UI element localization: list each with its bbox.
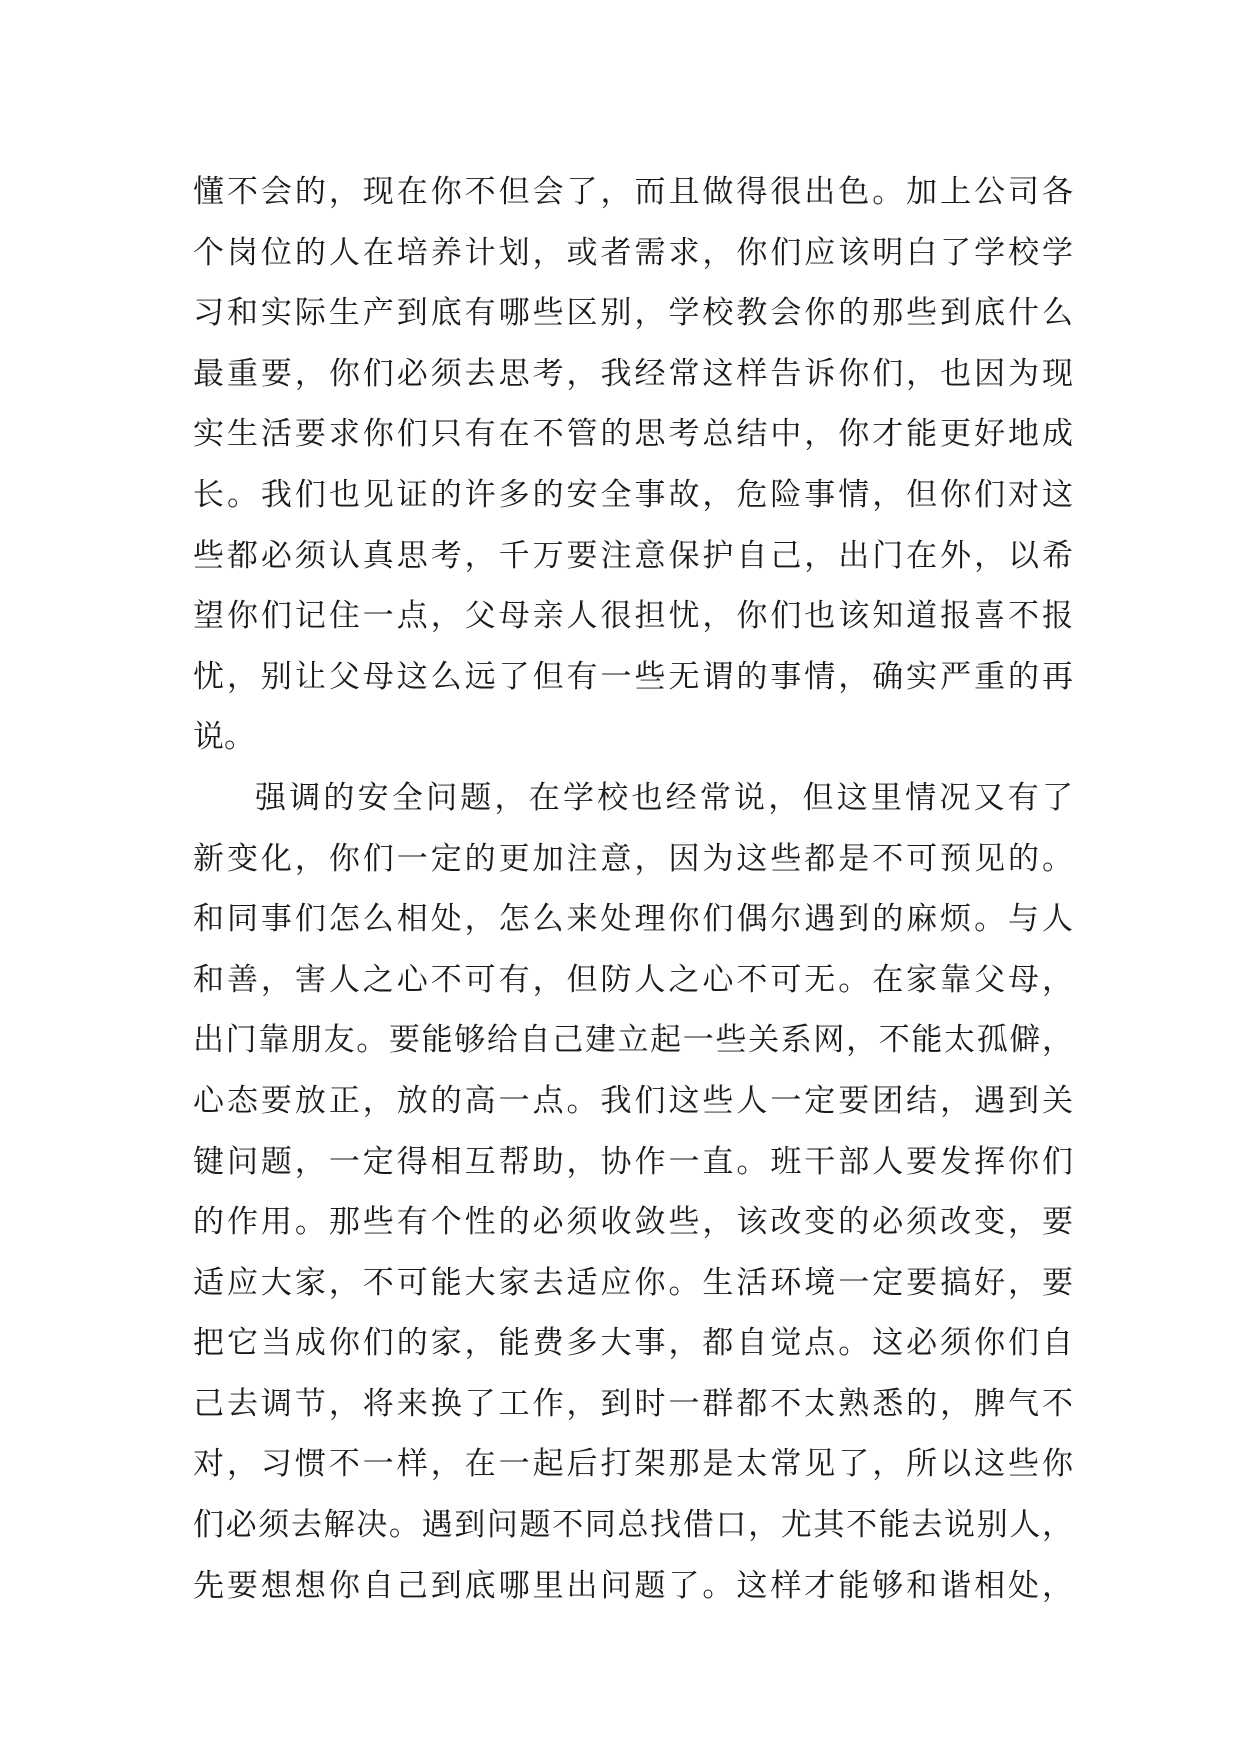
text-line: 习和实际生产到底有哪些区别，学校教会你的那些到底什么 [193,295,1073,332]
text-line: 先要想想你自己到底哪里出问题了。这样才能够和谐相处， [193,1567,1073,1604]
text-line: 忧，别让父母这么远了但有一些无谓的事情，确实严重的再 [193,658,1073,695]
text-line: 和同事们怎么相处，怎么来处理你们偶尔遇到的麻烦。与人 [193,901,1073,938]
text-line: 的作用。那些有个性的必须收敛些，该改变的必须改变，要 [193,1204,1073,1241]
text-line: 对，习惯不一样，在一起后打架那是太常见了，所以这些你 [193,1446,1073,1483]
text-line: 实生活要求你们只有在不管的思考总结中，你才能更好地成 [193,416,1073,453]
text-line: 懂不会的，现在你不但会了，而且做得很出色。加上公司各 [193,174,1073,210]
text-line: 己去调节，将来换了工作，到时一群都不太熟悉的，脾气不 [193,1385,1073,1422]
text-line: 把它当成你们的家，能费多大事，都自觉点。这必须你们自 [193,1325,1073,1362]
text-line: 个岗位的人在培养计划，或者需求，你们应该明白了学校学 [193,234,1073,271]
text-line: 新变化，你们一定的更加注意，因为这些都是不可预见的。 [193,840,1073,877]
paragraph-start-line: 强调的安全问题，在学校也经常说，但这里情况又有了 [255,779,1073,816]
text-line: 出门靠朋友。要能够给自己建立起一些关系网，不能太孤僻， [193,1022,1073,1059]
text-line: 最重要，你们必须去思考，我经常这样告诉你们，也因为现 [193,355,1073,392]
text-line: 和善，害人之心不可有，但防人之心不可无。在家靠父母， [193,961,1073,998]
text-line: 说。 [193,719,255,756]
text-line: 们必须去解决。遇到问题不同总找借口，尤其不能去说别人， [193,1507,1073,1544]
text-line: 长。我们也见证的许多的安全事故，危险事情，但你们对这 [193,476,1073,513]
text-line: 键问题，一定得相互帮助，协作一直。班干部人要发挥你们 [193,1143,1073,1180]
body-text [193,162,1073,1616]
text-line: 适应大家，不可能大家去适应你。生活环境一定要搞好，要 [193,1264,1073,1301]
text-line: 心态要放正，放的高一点。我们这些人一定要团结，遇到关 [193,1082,1073,1119]
text-line: 些都必须认真思考，千万要注意保护自己，出门在外，以希 [193,537,1073,574]
text-line: 望你们记住一点，父母亲人很担忧，你们也该知道报喜不报 [193,598,1073,635]
